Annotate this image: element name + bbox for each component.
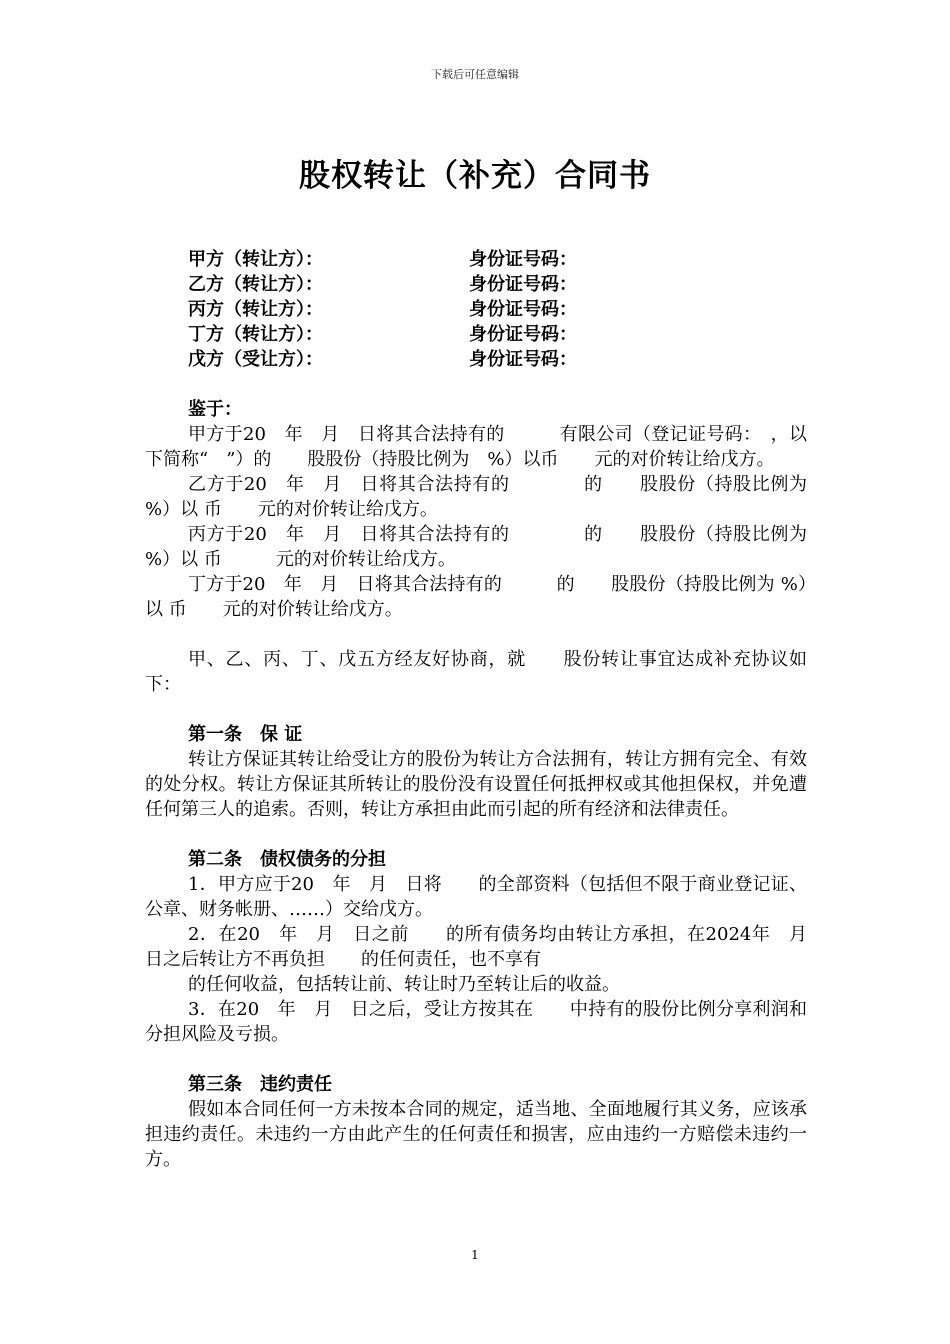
article-paragraph: 的任何收益，包括转让前、转让时乃至转让后的收益。 [188,974,620,995]
article-paragraph: 1．甲方应于20 年 月 日将 的全部资料（包括但不限于商业登记证、公章、财务帐册、……）交给戊方。 [145,874,807,920]
whereas-item: 丙方于20 年 月 日将其合法持有的 的 股股份（持股比例为 %）以 币 元的对价转让给戊方。 [145,524,825,570]
party-label: 丁方（转让方）： [188,324,323,345]
page-header: 下载后可任意编辑 [431,68,519,81]
article-heading: 第一条 保 证 [188,724,303,745]
party-id-label: 身份证号码： [469,324,577,345]
party-label: 丙方（转让方）： [188,299,323,320]
party-id-label: 身份证号码： [469,249,577,270]
whereas-item: 甲方于20 年 月 日将其合法持有的 有限公司（登记证号码： ，以下简称“ ”）的 股股份（持股比例为 %）以币 元的对价转让给戊方。 [145,424,807,470]
party-row [188,272,808,297]
article-paragraph: 假如本合同任何一方未按本合同的规定，适当地、全面地履行其义务，应该承担违约责任。未违约一方由此产生的任何责任和损害，应由违约一方赔偿未违约一方。 [145,1099,807,1170]
intro-paragraph: 甲、乙、丙、丁、戊五方经友好协商，就 股份转让事宜达成补充协议如下： [145,649,807,695]
party-id-label: 身份证号码： [469,274,577,295]
article-heading: 第三条 违约责任 [188,1074,332,1095]
party-label: 甲方（转让方）： [188,249,323,270]
party-id-label: 身份证号码： [469,299,577,320]
document-body [145,397,825,1172]
party-id-label: 身份证号码： [469,349,577,370]
article-paragraph: 2．在20 年 月 日之前 的所有债务均由转让方承担，在2024年 月 日之后转让方不再负担 的任何责任，也不享有 [145,924,825,970]
party-row [188,247,808,272]
whereas-heading: 鉴于： [188,399,242,420]
party-row [188,322,808,347]
party-row [188,347,808,372]
article-heading: 第二条 债权债务的分担 [188,849,386,870]
article-paragraph: 转让方保证其转让给受让方的股份为转让方合法拥有，转让方拥有完全、有效的处分权。转让方保证其所转让的股份没有设置任何抵押权或其他担保权，并免遭任何第三人的追索。否则，转让方承担由此而引起的所有经济和法律责任。 [145,749,807,820]
document-title: 股权转让（补充）合同书 [299,158,651,194]
parties-block [188,247,808,372]
whereas-item: 丁方于20 年 月 日将其合法持有的 的 股股份（持股比例为 %）以 币 元的对价转让给戊方。 [145,574,807,620]
party-label: 乙方（转让方）： [188,274,323,295]
party-row [188,297,808,322]
article-paragraph: 3．在20 年 月 日之后，受让方按其在 中持有的股份比例分享利润和分担风险及亏损。 [145,999,807,1045]
whereas-item: 乙方于20 年 月 日将其合法持有的 的 股股份（持股比例为 %）以 币 元的对价转让给戊方。 [145,474,825,520]
party-label: 戊方（受让方）： [188,349,323,370]
page-number: 1 [471,1248,479,1262]
